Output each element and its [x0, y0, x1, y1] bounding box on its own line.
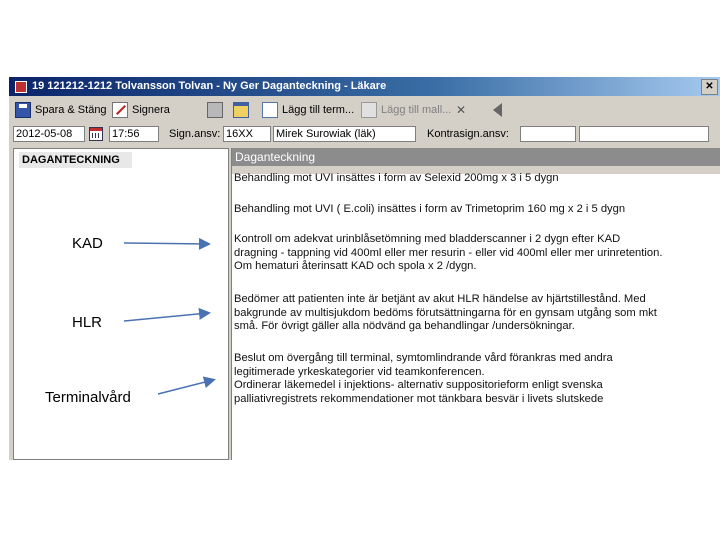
sign-resp-name-field[interactable]: Mirek Surowiak (läk) — [273, 126, 416, 142]
countersign-label: Kontrasign.ansv: — [427, 128, 509, 140]
sign-button[interactable] — [112, 101, 170, 119]
note-paragraph[interactable] — [234, 352, 714, 406]
note-line: bakgrunde av multisjukdom bedöms förutsättningarna för en gynsam utgång som mkt — [234, 306, 657, 319]
tools-icon — [455, 103, 469, 117]
note-line: palliativregistrets rekommendationer mot tänkbara besvär i livets slutskede — [234, 392, 604, 405]
title-bar[interactable] — [9, 77, 720, 96]
keyword-header[interactable]: DAGANTECKNING — [19, 152, 132, 168]
note-paragraph[interactable] — [234, 203, 714, 217]
date-field[interactable]: 2012-05-08 — [13, 126, 85, 142]
document-grey-icon — [361, 102, 377, 118]
note-line: Om hematuri återinsatt KAD och spola x 2 /dygn. — [234, 260, 477, 272]
save-close-button[interactable] — [15, 101, 107, 119]
annotation-kad: KAD — [72, 235, 103, 252]
pen-icon — [112, 102, 128, 118]
note-line: legitimerade yrkeskategorier vid teamkonferencen. — [234, 365, 485, 378]
note-paragraph[interactable] — [234, 293, 714, 334]
save-close-label: Spara & Stäng — [35, 104, 107, 116]
note-line: dragning - tappning vid 400ml eller mer resurin - eller vid 400ml eller mer urinretention. — [234, 246, 663, 259]
window-button[interactable] — [233, 101, 253, 119]
note-line: Kontroll om adekvat urinblåsetömning med bladderscanner i 2 dygn efter KAD — [234, 233, 621, 245]
speaker-icon — [493, 103, 502, 117]
add-term-button[interactable] — [262, 101, 354, 119]
note-line: små. För övrigt gäller alla nödvänd ga behandlingar /undersökningar. — [234, 320, 575, 332]
countersign-field[interactable] — [520, 126, 576, 142]
note-panel — [231, 148, 720, 460]
note-line: Behandling mot UVI ( E.coli) insättes i form av Trimetoprim 160 mg x 2 i 5 dygn — [234, 203, 626, 215]
sign-resp-label: Sign.ansv: — [169, 128, 221, 140]
sign-label: Signera — [132, 104, 170, 116]
note-line: Ordinerar läkemedel i injektions- alternativ suppositorieform enligt svenska — [234, 379, 603, 391]
speaker-button[interactable] — [493, 101, 506, 119]
note-line: Beslut om övergång till terminal, symtomlindrande vård förankras med andra — [234, 352, 613, 364]
note-line: Behandling mot UVI insättes i form av Selexid 200mg x 3 i 5 dygn — [234, 172, 559, 184]
print-icon — [207, 102, 223, 118]
note-line: Bedömer att patienten inte är betjänt av akut HLR händelse av hjärtstillestånd. Med — [234, 293, 646, 305]
print-button[interactable] — [207, 101, 227, 119]
app-icon — [15, 81, 27, 93]
toolbar — [9, 97, 720, 123]
annotation-terminal: Terminalvård — [45, 389, 131, 406]
note-paragraph[interactable] — [234, 172, 714, 186]
calendar-icon[interactable] — [89, 127, 103, 141]
note-header: Daganteckning — [232, 148, 720, 166]
add-template-label: Lägg till mall... — [381, 104, 452, 116]
document-icon — [262, 102, 278, 118]
tools-button[interactable] — [455, 101, 473, 119]
annotation-hlr: HLR — [72, 314, 103, 331]
header-fields — [9, 124, 720, 146]
close-button[interactable]: ✕ — [701, 79, 718, 95]
time-field[interactable]: 17:56 — [109, 126, 159, 142]
window-title: 19 121212-1212 Tolvansson Tolvan - Ny Ger Daganteckning - Läkare — [32, 80, 387, 92]
keyword-panel — [13, 148, 229, 460]
add-template-button[interactable] — [361, 101, 451, 119]
note-paragraph[interactable] — [234, 233, 714, 274]
floppy-icon — [15, 102, 31, 118]
window-icon — [233, 102, 249, 118]
countersign-name-field[interactable] — [579, 126, 709, 142]
add-term-label: Lägg till term... — [282, 104, 355, 116]
sign-resp-code-field[interactable]: 16XX — [223, 126, 271, 142]
